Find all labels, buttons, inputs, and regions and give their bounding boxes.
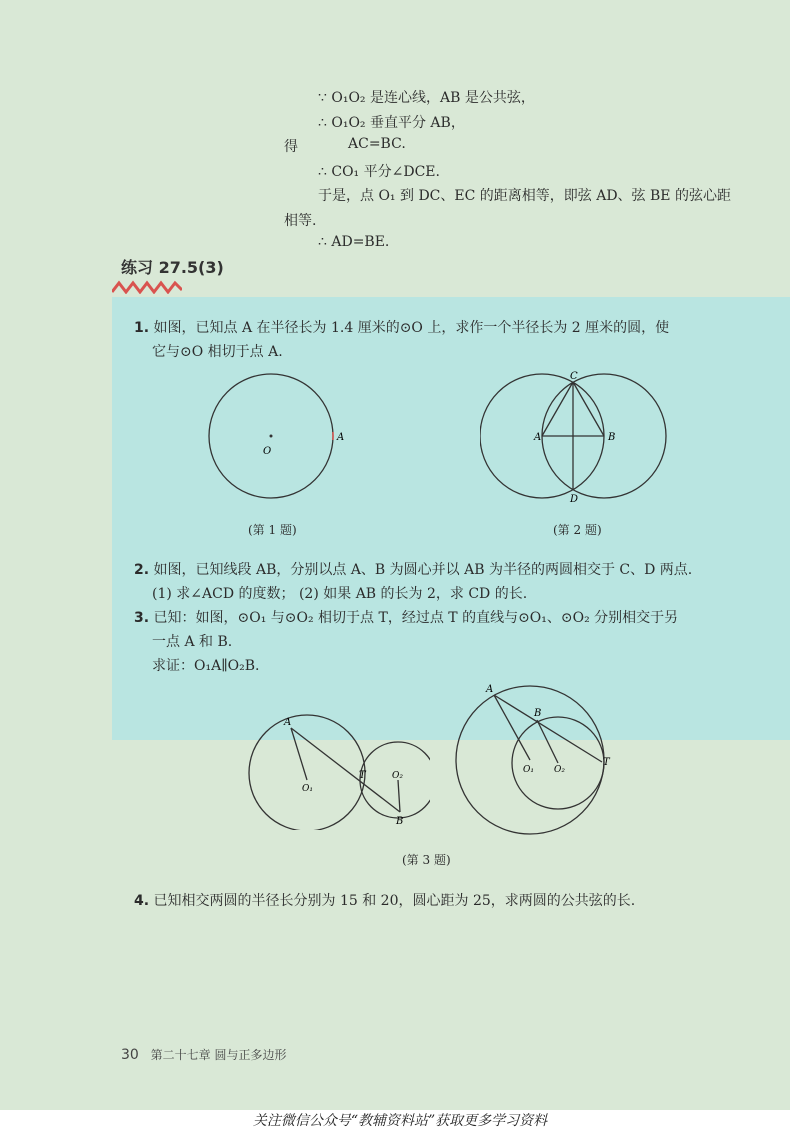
label-O: O — [263, 446, 272, 457]
label-A: A — [534, 432, 542, 443]
page-number: 30 — [121, 1047, 139, 1063]
figure-2 — [480, 370, 680, 510]
question-1 — [134, 317, 669, 337]
label-B: B — [396, 816, 404, 827]
label-A: A — [284, 717, 292, 728]
line-ATB — [291, 728, 400, 812]
proof-section — [0, 0, 790, 260]
question-4 — [134, 890, 635, 910]
question-text: 已知相交两圆的半径长分别为 15 和 20，圆心距为 25，求两圆的公共弦的长. — [153, 893, 636, 909]
label-A: A — [486, 684, 494, 695]
segment-AC — [542, 382, 573, 436]
segment-O2B — [537, 720, 558, 763]
question-3-prove: 求证：O₁A∥O₂B. — [152, 658, 260, 674]
question-2-cont: (1) 求∠ACD 的度数； (2) 如果 AB 的长为 2，求 CD 的长. — [152, 586, 528, 602]
segment-O1A — [291, 728, 307, 780]
segment-O2B — [398, 780, 400, 812]
question-number: 2. — [134, 562, 150, 578]
center-point — [270, 435, 273, 438]
proof-line: AC=BC. — [348, 136, 406, 152]
segment-BC — [573, 382, 604, 436]
label-C: C — [570, 371, 578, 382]
question-2 — [134, 559, 692, 579]
proof-line: ∴ CO₁ 平分∠DCE. — [318, 164, 440, 180]
label-O1: O₁ — [302, 784, 313, 794]
segment-O1A — [494, 695, 530, 760]
label-T: T — [359, 770, 366, 781]
figure-1 — [195, 370, 355, 510]
zigzag-decoration — [112, 280, 182, 294]
question-text: 已知：如图，⊙O₁ 与⊙O₂ 相切于点 T，经过点 T 的直线与⊙O₁、⊙O₂ 分别相交于另 — [153, 610, 679, 626]
label-O2: O₂ — [554, 765, 565, 775]
figure-3a — [240, 710, 430, 830]
proof-line: ∴ O₁O₂ 垂直平分 AB， — [318, 115, 465, 131]
figure-3b — [450, 680, 620, 840]
question-3 — [134, 607, 678, 627]
label-T: T — [603, 757, 610, 768]
caption-fig3: (第 3 题) — [402, 853, 451, 867]
proof-line: ∵ O₁O₂ 是连心线，AB 是公共弦， — [318, 90, 535, 106]
line-ABT — [494, 695, 602, 762]
label-A: A — [337, 432, 345, 443]
question-text: 如图，已知点 A 在半径长为 1.4 厘米的⊙O 上，求作一个半径长为 2 厘米的圆，使 — [153, 320, 670, 336]
proof-line: 于是，点 O₁ 到 DC、EC 的距离相等，即弦 AD、弦 BE 的弦心距 — [318, 188, 731, 204]
chapter-title: 第二十七章 圆与正多边形 — [150, 1048, 287, 1062]
exercise-title: 练习 27.5(3) — [121, 258, 224, 277]
circle-O1 — [249, 715, 365, 830]
proof-line-prefix: 得 — [284, 139, 298, 155]
question-1-cont: 它与⊙O 相切于点 A. — [152, 344, 283, 360]
label-O1: O₁ — [523, 765, 534, 775]
question-number: 3. — [134, 610, 150, 626]
question-number: 1. — [134, 320, 150, 336]
promo-banner: 关注微信公众号“教辅资料站”获取更多学习资料 — [252, 1113, 548, 1129]
caption-fig2: (第 2 题) — [553, 523, 602, 537]
label-O2: O₂ — [392, 771, 403, 781]
caption-fig1: (第 1 题) — [248, 523, 297, 537]
question-3-cont: 一点 A 和 B. — [152, 634, 233, 650]
question-text: 如图，已知线段 AB，分别以点 A、B 为圆心并以 AB 为半径的两圆相交于 C、D 两点. — [153, 562, 693, 578]
label-D: D — [570, 494, 579, 505]
proof-line: 相等. — [284, 213, 317, 229]
label-B: B — [534, 708, 542, 719]
page-footer — [121, 1046, 286, 1063]
question-number: 4. — [134, 893, 150, 909]
proof-line: ∴ AD=BE. — [318, 234, 390, 250]
label-B: B — [608, 432, 616, 443]
